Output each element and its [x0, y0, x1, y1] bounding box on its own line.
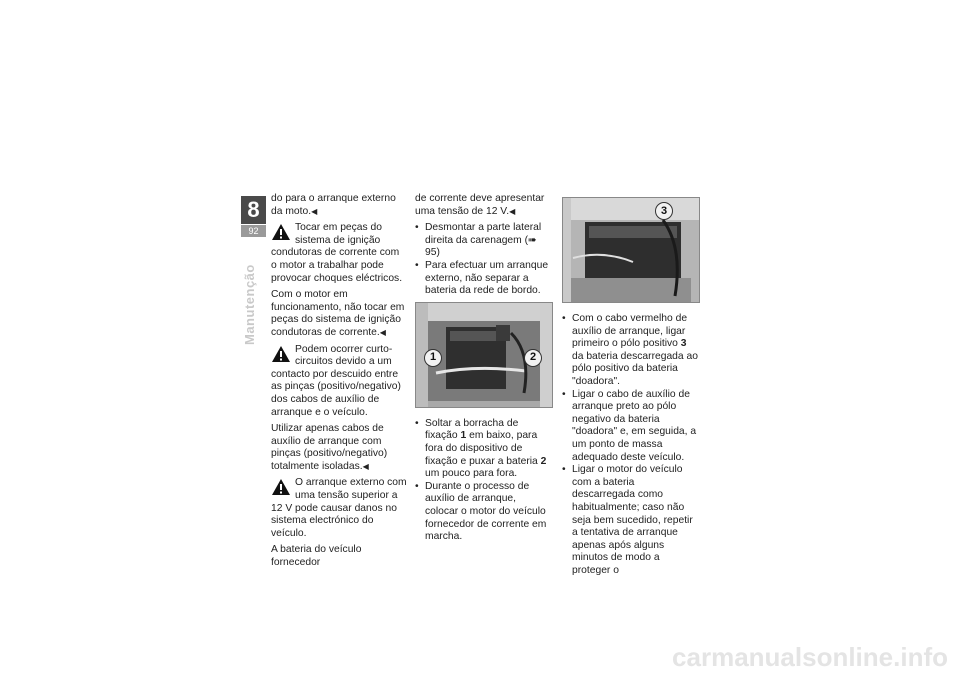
end-mark-icon: ◀	[362, 461, 369, 471]
chapter-number-tab: 8	[241, 196, 266, 224]
warning-text: O arranque externo com uma tensão superior a 12 V pode causar danos no sistema electrónico do veículo.	[271, 477, 407, 539]
paragraph: do para o arranque externo da moto.◀	[271, 193, 396, 217]
end-mark-icon: ◀	[379, 327, 386, 337]
callout-3: 3	[655, 202, 673, 220]
warning-triangle-icon	[271, 345, 291, 363]
paragraph: A bateria do veículo fornecedor	[271, 544, 362, 569]
paragraph: Utilizar apenas cabos de auxílio de arranque com pinças (positivo/negativo) totalmente isoladas.◀	[271, 423, 388, 472]
battery-photo-1	[415, 302, 553, 408]
page-number: 92	[241, 225, 266, 237]
warning-triangle-icon	[271, 223, 291, 241]
warning-block	[271, 477, 407, 540]
bullet-list	[415, 418, 551, 544]
warning-text: Tocar em peças do sistema de ignição condutoras de corrente com o motor a trabalhar pode provocar choques eléctricos.	[271, 222, 403, 284]
warning-block	[271, 344, 407, 420]
bullet-list	[562, 313, 700, 577]
list-item: • Com o cabo vermelho de auxílio de arranque, ligar primeiro o pólo positivo 3 da bateria descarregada ao pólo positivo da bateria "doadora".	[562, 313, 700, 389]
list-item: • Ligar o motor do veículo com a bateria descarregada como habitualmente; caso não seja bem sucedido, repetir a tentativa de arranque apenas após alguns minutos de modo a proteger o	[562, 464, 700, 577]
text-column-2	[415, 193, 551, 548]
paragraph: de corrente deve apresentar uma tensão de 12 V.◀	[415, 193, 545, 217]
list-item: • Desmontar a parte lateral direita da carenagem (➠ 95)	[415, 222, 551, 260]
watermark: carmanualsonline.info	[672, 642, 948, 672]
callout-2: 2	[524, 349, 542, 367]
battery-photo-2	[562, 197, 700, 303]
paragraph: Com o motor em funcionamento, não tocar em peças do sistema de ignição condutoras de corrente.◀	[271, 289, 405, 338]
chapter-title-vertical: Manutenção	[242, 264, 257, 345]
text-column-3	[562, 197, 700, 581]
bullet-list	[415, 222, 551, 298]
list-item: • Para efectuar um arranque externo, não separar a bateria da rede de bordo.	[415, 260, 551, 298]
list-item: • Durante o processo de auxílio de arranque, colocar o motor do veículo fornecedor de corrente em marcha.	[415, 481, 551, 544]
text-column-1	[271, 193, 407, 574]
warning-block	[271, 222, 407, 285]
end-mark-icon: ◀	[311, 206, 318, 216]
list-item: • Ligar o cabo de auxílio de arranque preto ao pólo negativo da bateria "doadora" e, em seguida, a um ponto de massa adequado deste veículo.	[562, 389, 700, 465]
callout-1: 1	[424, 349, 442, 367]
end-mark-icon: ◀	[509, 206, 516, 216]
battery-photo-illustration	[563, 198, 699, 302]
list-item: • Soltar a borracha de fixação 1 em baixo, para fora do dispositivo de fixação e puxar a bateria 2 um pouco para fora.	[415, 418, 551, 481]
warning-text: Podem ocorrer curto-circuitos devido a um contacto por descuido entre as pinças (positivo/negativo) dos cabos de auxílio de arranque e o veículo.	[271, 343, 401, 418]
warning-triangle-icon	[271, 478, 291, 496]
